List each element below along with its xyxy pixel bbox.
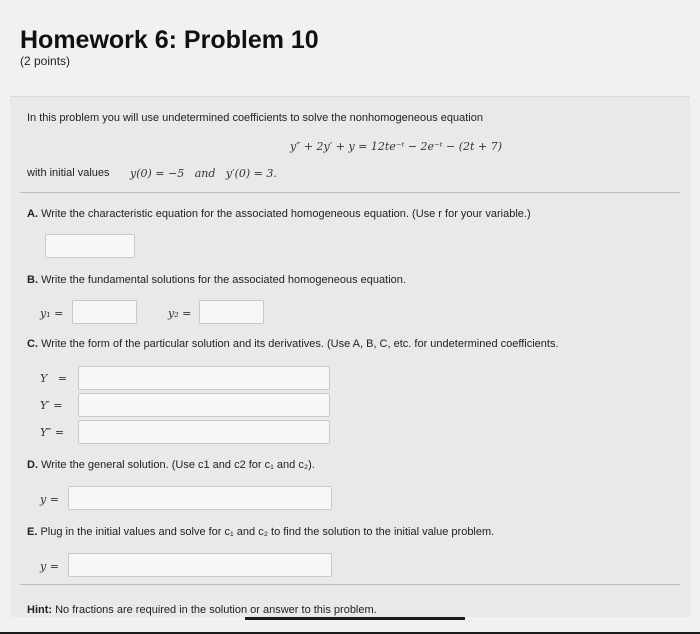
part-b-prompt <box>27 274 406 286</box>
part-e-text: Plug in the initial values and solve for c₁ and c₂ to find the solution to the initial value problem. <box>40 526 495 538</box>
part-e-prompt <box>27 526 494 538</box>
ivp-solution-label: y = <box>40 560 59 573</box>
part-a-prompt <box>27 208 531 220</box>
part-a-label: A. <box>27 208 38 220</box>
hint-underline <box>245 617 465 620</box>
divider <box>20 192 680 193</box>
Y-label: Y = <box>40 372 67 385</box>
part-d-text: Write the general solution. (Use c1 and c2 for c₁ and c₂). <box>41 459 315 471</box>
page-title: Homework 6: Problem 10 <box>20 26 319 54</box>
particular-solution-derivative-input[interactable] <box>78 393 330 417</box>
part-d-label: D. <box>27 459 38 471</box>
part-c-text: Write the form of the particular solution and its derivatives. (Use A, B, C, etc. for undetermined coefficients. <box>41 338 559 350</box>
intro-text: In this problem you will use undetermined coefficients to solve the nonhomogeneous equation <box>27 112 483 124</box>
hint-text: No fractions are required in the solution or answer to this problem. <box>55 604 377 616</box>
hint <box>27 604 377 616</box>
differential-equation: y″ + 2y′ + y = 12te⁻ᵗ − 2e⁻ᵗ − (2t + 7) <box>290 140 502 153</box>
general-solution-input[interactable] <box>68 486 332 510</box>
general-solution-label: y = <box>40 493 59 506</box>
y2-label: y₂ = <box>168 307 192 320</box>
initial-values-label: with initial values <box>27 167 110 179</box>
part-e-label: E. <box>27 526 38 538</box>
particular-solution-input[interactable] <box>78 366 330 390</box>
points-value: (2 points) <box>20 54 71 68</box>
hint-label: Hint: <box>27 604 53 616</box>
part-b-label: B. <box>27 274 38 286</box>
part-d-prompt <box>27 459 315 471</box>
part-b-text: Write the fundamental solutions for the associated homogeneous equation. <box>41 274 406 286</box>
part-c-label: C. <box>27 338 38 350</box>
part-a-text: Write the characteristic equation for the associated homogeneous equation. (Use r for your variable.) <box>41 208 531 220</box>
particular-solution-second-derivative-input[interactable] <box>78 420 330 444</box>
divider <box>20 584 680 585</box>
initial-values: y(0) = −5 and y′(0) = 3. <box>130 167 277 180</box>
Y-double-prime-label: Y″ = <box>40 426 65 439</box>
characteristic-equation-input[interactable] <box>45 234 135 258</box>
y2-input[interactable] <box>199 300 264 324</box>
y1-input[interactable] <box>72 300 137 324</box>
Y-prime-label: Y′ = <box>40 399 63 412</box>
part-c-prompt <box>27 338 559 350</box>
problem-panel <box>10 96 690 617</box>
ivp-solution-input[interactable] <box>68 553 332 577</box>
y1-label: y₁ = <box>40 307 64 320</box>
